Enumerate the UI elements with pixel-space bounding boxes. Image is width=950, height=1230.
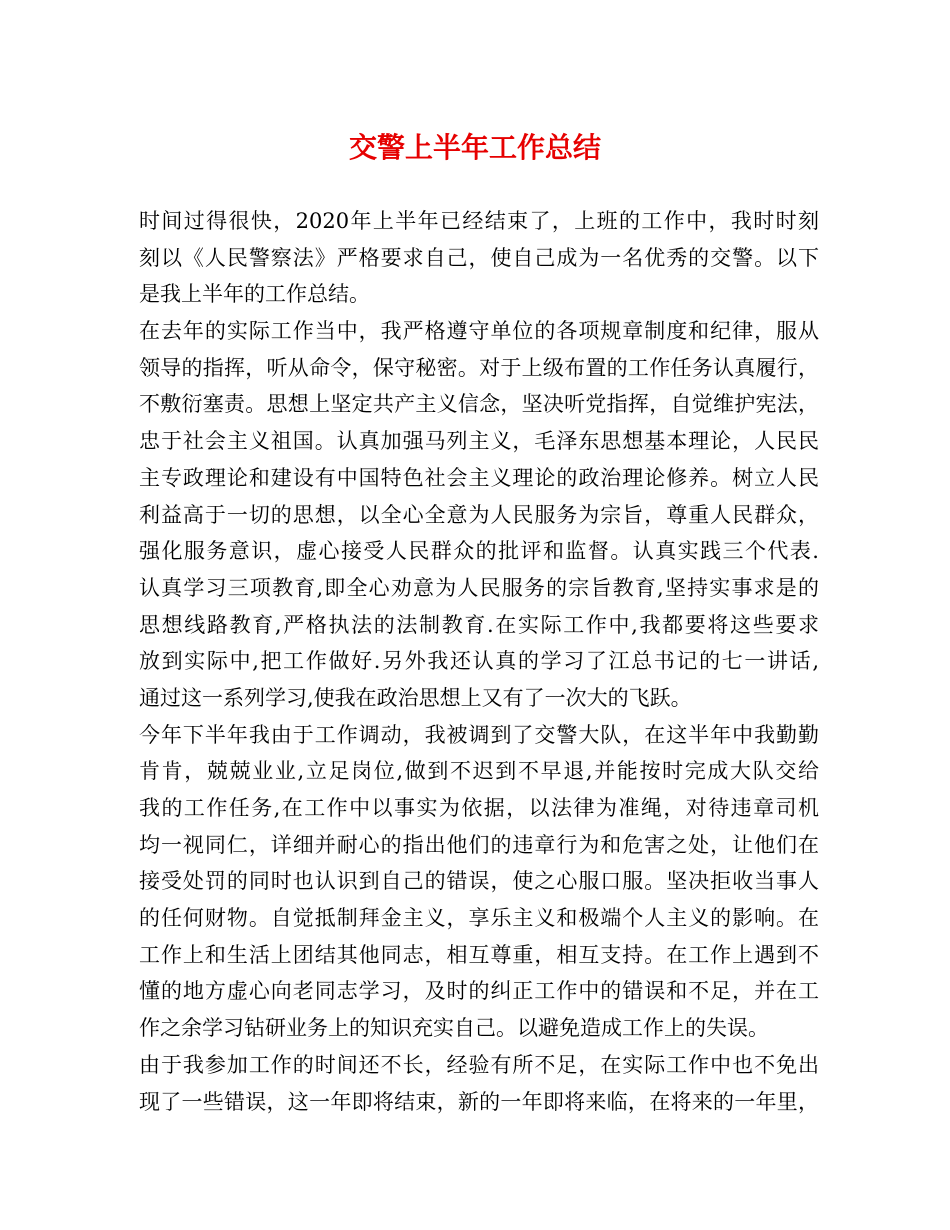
document-body xyxy=(139,203,819,1120)
body-line: 接受处罚的同时也认识到自己的错误，使之心服口服。坚决拒收当事人 xyxy=(139,869,819,894)
body-line: 领导的指挥，听从命令，保守秘密。对于上级布置的工作任务认真履行， xyxy=(139,355,819,380)
body-line: 我的工作任务,在工作中以事实为依据，以法律为准绳，对待违章司机 xyxy=(139,796,819,820)
body-line: 认真学习三项教育,即全心劝意为人民服务的宗旨教育,坚持实事求是的 xyxy=(139,575,819,600)
body-line: 利益高于一切的思想，以全心全意为人民服务为宗旨，尊重人民群众， xyxy=(139,502,819,527)
body-line: 现了一些错误，这一年即将结束，新的一年即将来临，在将来的一年里， xyxy=(139,1089,819,1114)
body-line: 不敷衍塞责。思想上坚定共产主义信念，坚决听党指挥，自觉维护宪法， xyxy=(139,392,819,417)
body-line: 懂的地方虚心向老同志学习，及时的纠正工作中的错误和不足，并在工 xyxy=(139,979,819,1004)
body-line: 肯肯，兢兢业业,立足岗位,做到不迟到不早退,并能按时完成大队交给 xyxy=(139,759,819,784)
body-line: 思想线路教育,严格执法的法制教育.在实际工作中,我都要将这些要求 xyxy=(139,612,819,637)
body-line: 强化服务意识，虚心接受人民群众的批评和监督。认真实践三个代表. xyxy=(139,539,819,564)
body-line: 通过这一系列学习,使我在政治思想上又有了一次大的飞跃。 xyxy=(139,685,692,710)
body-line: 忠于社会主义祖国。认真加强马列主义，毛泽东思想基本理论，人民民 xyxy=(139,429,819,454)
body-line: 均一视同仁，详细并耐心的指出他们的违章行为和危害之处，让他们在 xyxy=(139,832,819,857)
body-line: 今年下半年我由于工作调动，我被调到了交警大队，在这半年中我勤勤 xyxy=(139,722,819,747)
body-line: 放到实际中,把工作做好.另外我还认真的学习了江总书记的七一讲话, xyxy=(139,649,819,674)
body-line: 主专政理论和建设有中国特色社会主义理论的政治理论修养。树立人民 xyxy=(139,465,819,490)
body-line: 的任何财物。自觉抵制拜金主义，享乐主义和极端个人主义的影响。在 xyxy=(139,906,819,931)
body-line: 在去年的实际工作当中，我严格遵守单位的各项规章制度和纪律，服从 xyxy=(139,319,819,344)
body-line: 作之余学习钻研业务上的知识充实自己。以避免造成工作上的失误。 xyxy=(139,1016,769,1041)
body-line: 时间过得很快，2020年上半年已经结束了，上班的工作中，我时时刻 xyxy=(139,209,819,233)
body-line: 刻以《人民警察法》严格要求自己，使自己成为一名优秀的交警。以下 xyxy=(139,245,819,270)
body-line: 是我上半年的工作总结。 xyxy=(139,282,370,307)
body-line: 工作上和生活上团结其他同志，相互尊重，相互支持。在工作上遇到不 xyxy=(139,942,819,967)
body-line: 由于我参加工作的时间还不长，经验有所不足，在实际工作中也不免出 xyxy=(139,1052,819,1077)
document-title: 交警上半年工作总结 xyxy=(348,131,601,164)
